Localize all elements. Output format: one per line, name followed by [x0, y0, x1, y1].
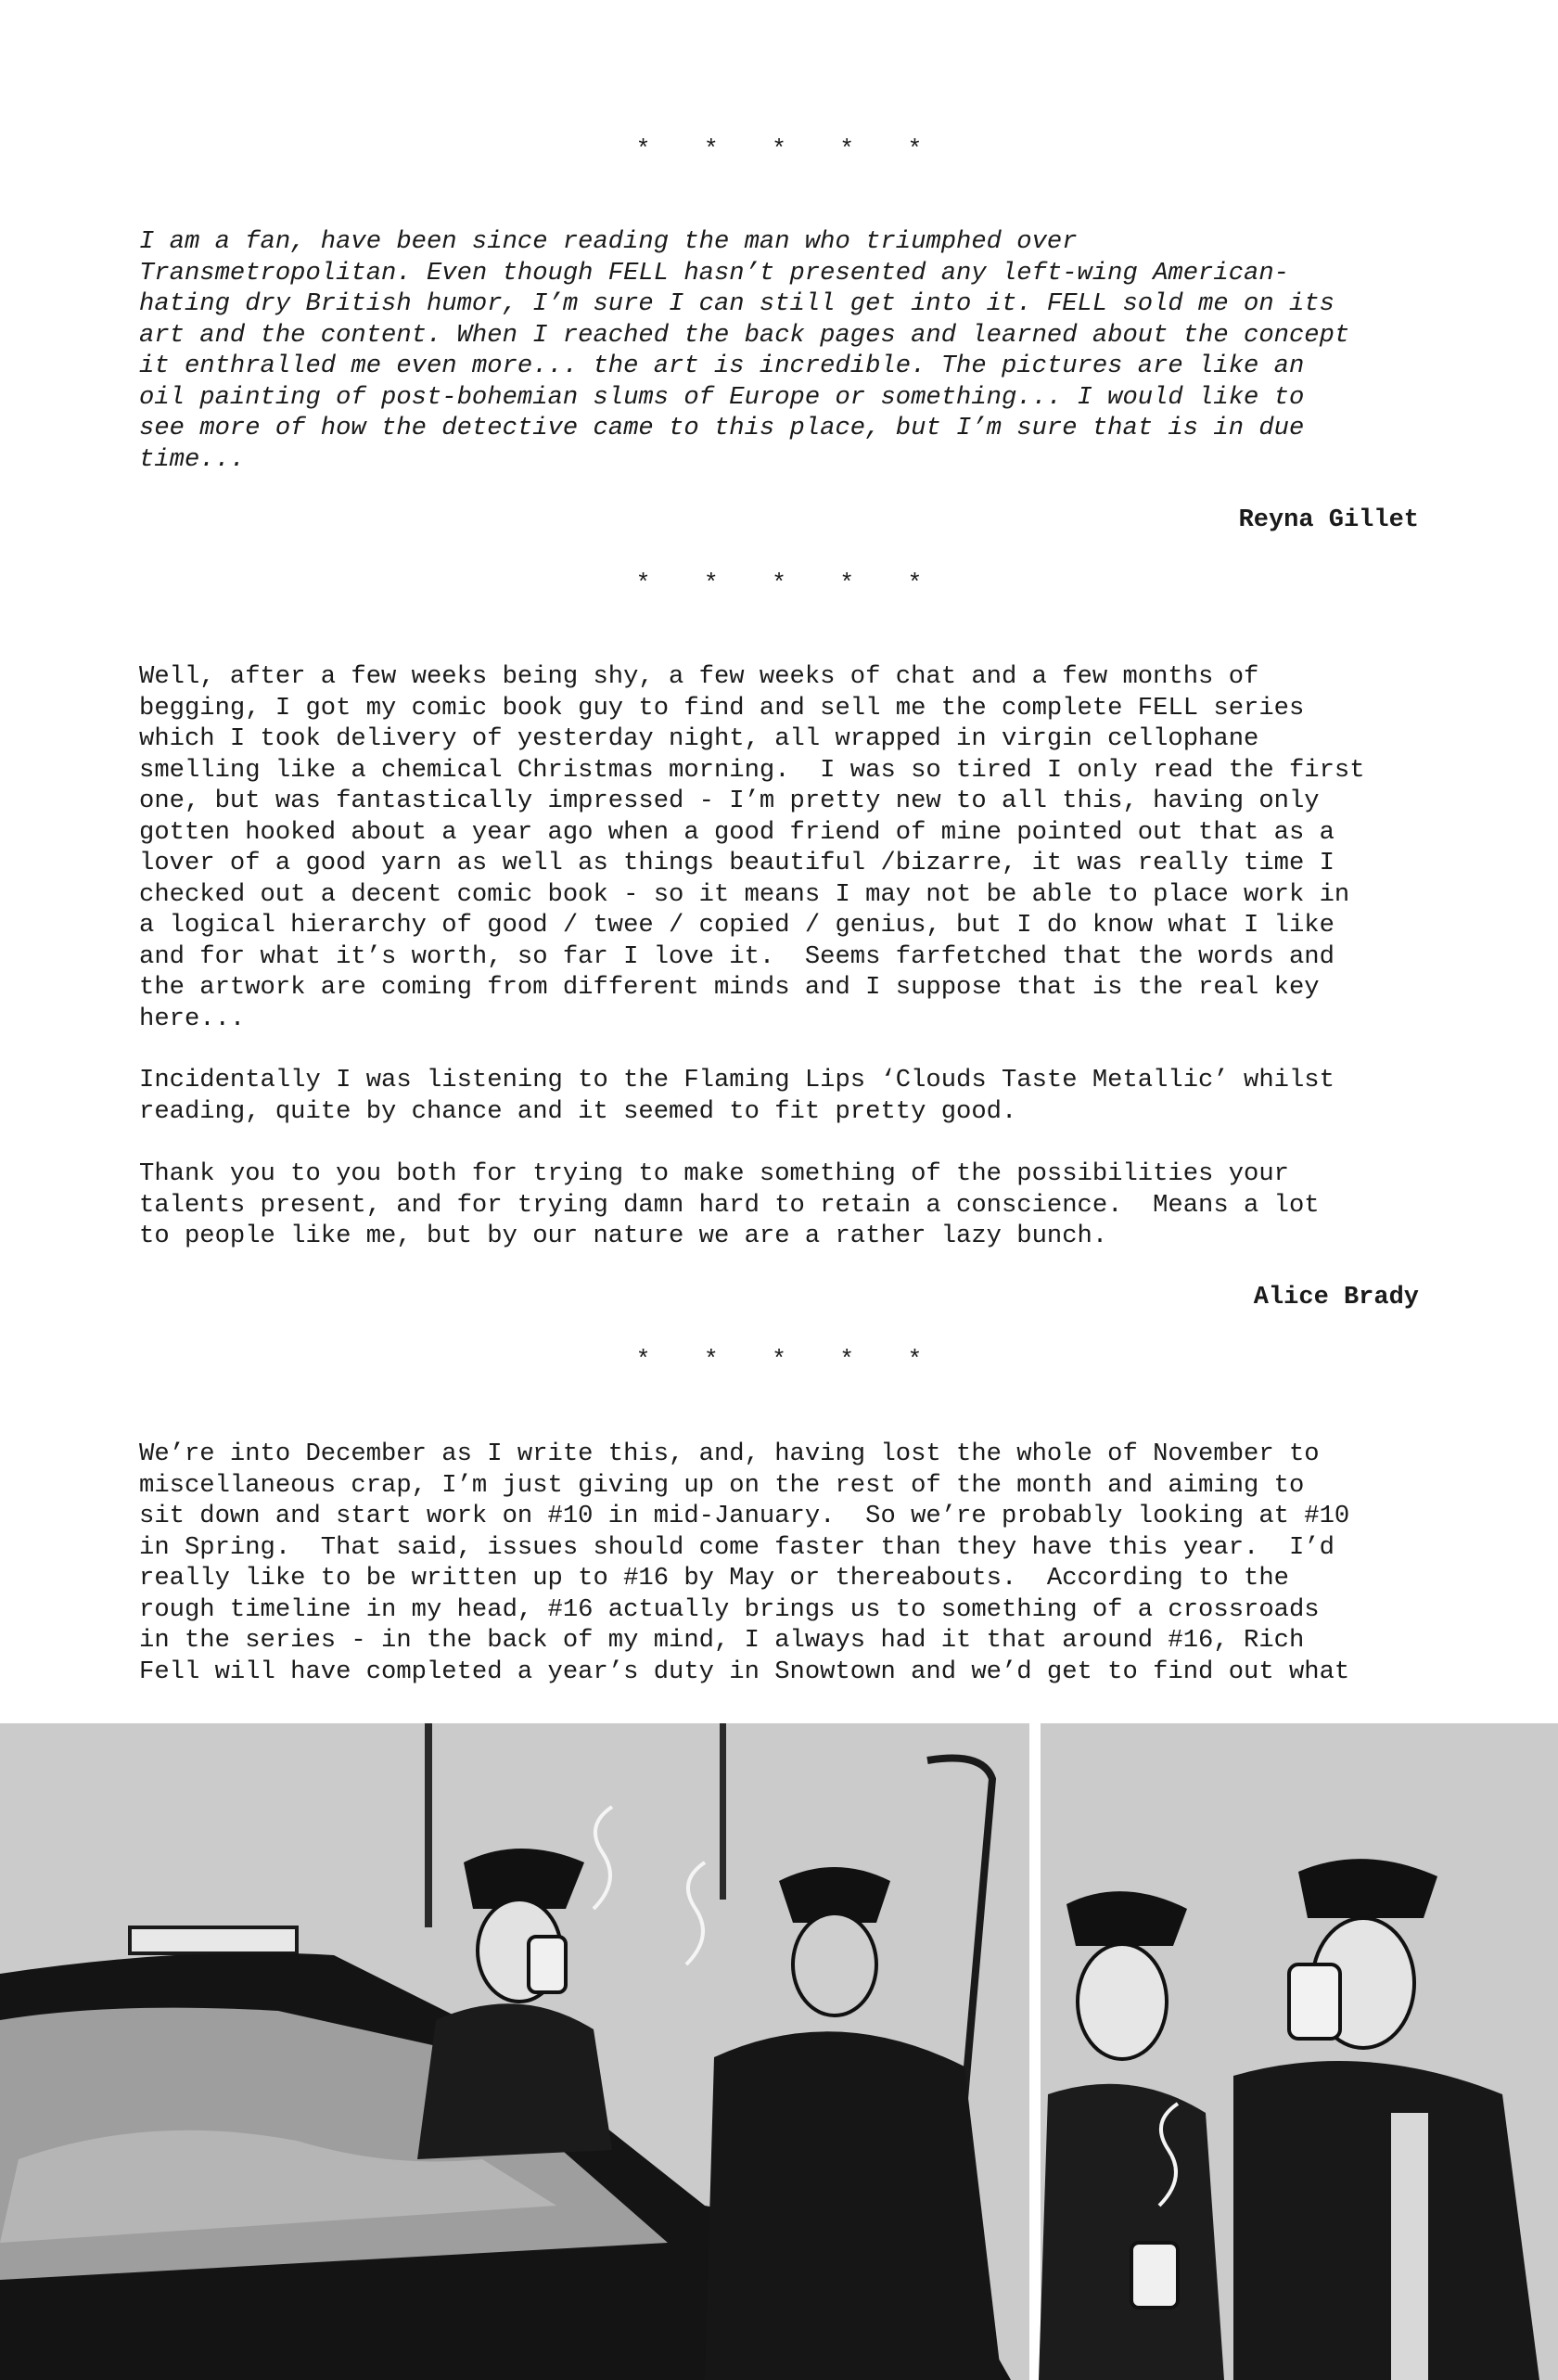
- police-officers-drinking-coffee-illustration: [0, 1723, 1558, 2380]
- letter-signature: Reyna Gillet: [1238, 506, 1419, 534]
- pole: [425, 1723, 432, 1927]
- letter-body: Thank you to you both for trying to make something of the possibilities your talents present, and for trying damn hard to retain a conscience. Means a lot to people like me, but by our nature we are a rather lazy bunch.: [139, 1159, 1320, 1250]
- editor-reply: We’re into December as I write this, and, having lost the whole of November to miscellaneous crap, I’m just giving up on the rest of the month and aiming to sit down and start work on #10 in mid-January. So we’re probably looking at #10 in Spring. That said, issues should come faster than they have this year. I’d really like to be written up to #16 by May or thereabouts. According to the rough timeline in my head, #16 actually brings us to something of a crossroads in the series - in the back of my mind, I always had it that around #16, Rich Fell will have completed a year’s duty in Snowtown and we’d get to find out what: [139, 1440, 1350, 1686]
- letter-body: Incidentally I was listening to the Flaming Lips ‘Clouds Taste Metallic’ whilst reading, quite by chance and it seemed to fit pretty good.: [139, 1066, 1335, 1126]
- separator-stars: * * * * *: [635, 135, 923, 163]
- letter-body: I am a fan, have been since reading the man who triumphed over Transmetropolitan. Even though FELL hasn’t presented any left-wing American- hating dry British humor, I’m sure I can still get into it. FELL sold me on its art and the content. When I reached the back pages and learned about the concept it enthralled me even more... the art is incredible. The pictures are like an oil painting of post-bohemian slums of Europe or something... I would like to see more of how the detective came to this place, but I’m sure that is in due time...: [139, 227, 1350, 474]
- separator-stars: * * * * *: [635, 569, 923, 597]
- letter-signature: Alice Brady: [1253, 1284, 1419, 1312]
- pole: [720, 1723, 726, 1900]
- light-bar: [130, 1927, 297, 1953]
- separator-stars: * * * * *: [635, 1346, 923, 1374]
- panel-gutter: [1029, 1723, 1041, 2380]
- letter-body: Well, after a few weeks being shy, a few weeks of chat and a few months of begging, I got my comic book guy to find and sell me the complete FELL series which I took delivery of yesterday night, all wrapped in virgin cellophane smelling like a chemical Christmas morning. I was so tired I only read the first one, but was fantastically impressed - I’m pretty new to all this, having only gotten hooked about a year ago when a good friend of mine pointed out that as a lover of a good yarn as well as things beautiful /bizarre, it was really time I checked out a decent comic book - so it means I may not be able to place work in a logical hierarchy of good / twee / copied / genius, but I do know what I like and for what it’s worth, so far I love it. Seems farfetched that the words and the artwork are coming from different minds and I suppose that is the real key here...: [139, 662, 1365, 1033]
